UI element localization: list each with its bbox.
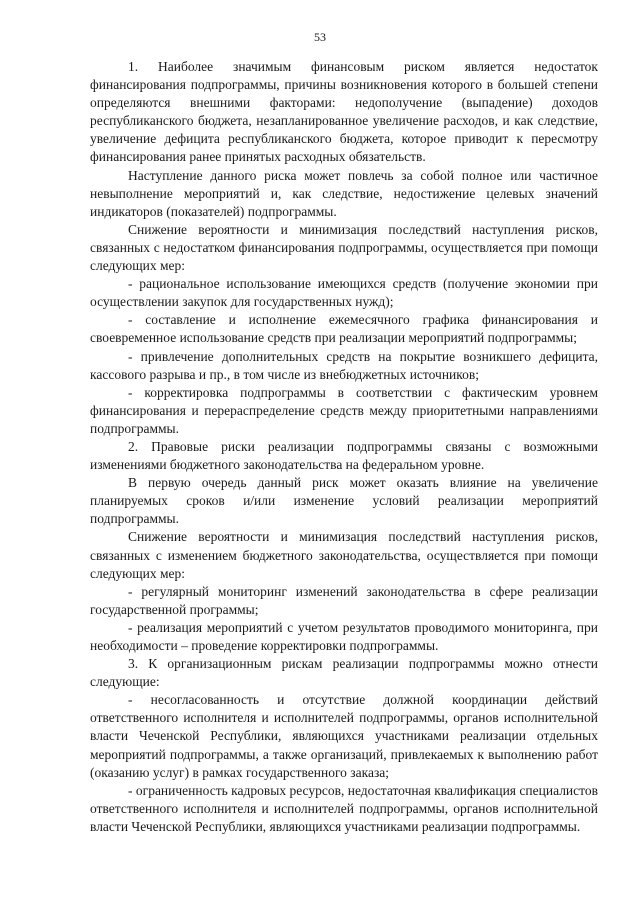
paragraph: Снижение вероятности и минимизация последствий наступления рисков, связанных с недостатком финансирования подпрограммы, осуществляется при помощи следующих мер:	[90, 221, 598, 274]
paragraph: В первую очередь данный риск может оказать влияние на увеличение планируемых сроков и/или изменение условий реализации мероприятий подпрограммы.	[90, 475, 598, 527]
list-item: - корректировка подпрограммы в соответствии с фактическим уровнем финансирования и перераспределение средств между приоритетными направлениями подпрограммы.	[90, 384, 598, 436]
list-item: - регулярный мониторинг изменений законодательства в сфере реализации государственной программы;	[90, 583, 598, 617]
list-item: - ограниченность кадровых ресурсов, недостаточная квалификация специалистов ответственного исполнителя и исполнителей подпрограммы, органов исполнительной власти Чеченской Республики, являющихся участниками реализации подпрограммы.	[90, 782, 598, 834]
document-body	[90, 58, 598, 836]
paragraph: Наступление данного риска может повлечь за собой полное или частичное невыполнение мероприятий и, как следствие, недостижение целевых значений индикаторов (показателей) подпрограммы.	[90, 167, 598, 219]
list-item: - несогласованность и отсутствие должной координации действий ответственного исполнителя и исполнителей подпрограммы, органов исполнительной власти Чеченской Республики, являющихся участниками реализации отдельных мероприятий подпрограммы, а также организаций, привлекаемых к выполнению работ (оказанию услуг) в рамках государственного заказа;	[90, 692, 598, 780]
page-number: 53	[314, 30, 326, 44]
list-item: - рациональное использование имеющихся средств (получение экономии при осуществлении закупок для государственных нужд);	[90, 276, 598, 310]
list-item: - привлечение дополнительных средств на покрытие возникшего дефицита, кассового разрыва и пр., в том числе из внебюджетных источников;	[90, 348, 598, 382]
paragraph: Снижение вероятности и минимизация последствий наступления рисков, связанных с изменением бюджетного законодательства, осуществляется при помощи следующих мер:	[90, 529, 598, 581]
paragraph: 2. Правовые риски реализации подпрограммы связаны с возможными изменениями бюджетного законодательства на федеральном уровне.	[90, 438, 598, 473]
paragraph: 1. Наиболее значимым финансовым риском является недостаток финансирования подпрограммы, причины возникновения которого в большей степени определяются внешними факторами: недополучение (выпадение) доходов республиканского бюджета, незапланированное увеличение расходов, и как следствие, увеличение дефицита республиканского бюджета, которое приводит к пересмотру финансирования ранее принятых расходных обязательств.	[90, 59, 598, 165]
list-item: - реализация мероприятий с учетом результатов проводимого мониторинга, при необходимости – проведение корректировки подпрограммы.	[90, 619, 598, 653]
paragraph: 3. К организационным рискам реализации подпрограммы можно отнести следующие:	[90, 656, 598, 690]
list-item: - составление и исполнение ежемесячного графика финансирования и своевременное использование средств при реализации мероприятий подпрограммы;	[90, 312, 598, 346]
